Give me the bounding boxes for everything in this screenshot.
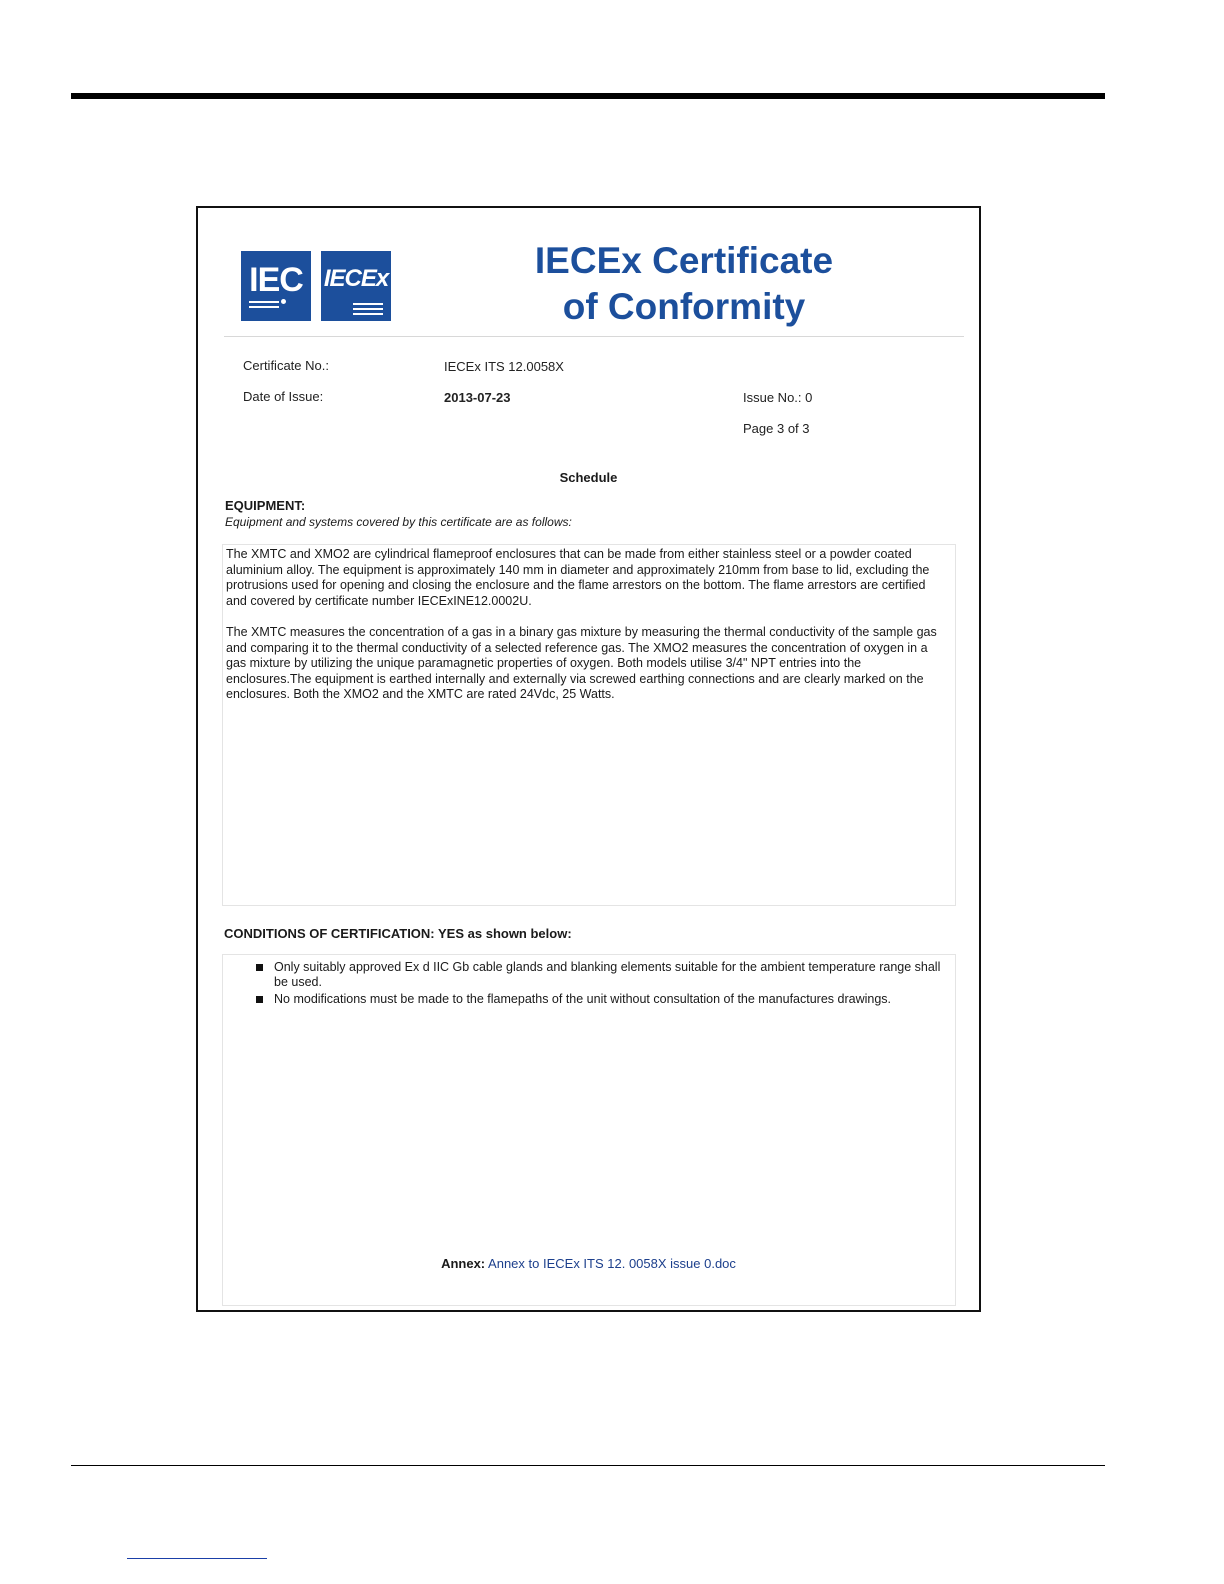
date-value: 2013-07-23: [444, 390, 511, 405]
annex-label: Annex:: [441, 1256, 486, 1271]
equipment-subheading: Equipment and systems covered by this certificate are as follows:: [225, 515, 572, 529]
equipment-paragraph-2: The XMTC measures the concentration of a gas in a binary gas mixture by measuring the thermal conductivity of the sample gas and comparing it to the thermal conductivity of a selected reference gas. The XMO2 measures the concentration of oxygen in a gas mixture by utilizing the unique paramagnetic properties of oxygen. Both models utilise 3/4" NPT entries into the enclosures.The equipment is earthed internally and externally via screwed earthing connections and are clearly marked on the enclosures. Both the XMO2 and the XMTC are rated 24Vdc, 25 Watts.: [226, 625, 937, 701]
certificate-title: IECEx Certificate of Conformity: [534, 240, 834, 327]
iec-logo: IEC: [241, 251, 311, 321]
page-number: Page 3 of 3: [743, 421, 810, 436]
cert-no-value: IECEx ITS 12.0058X: [444, 359, 564, 374]
certificate-page: [196, 206, 981, 1312]
annex-line: [198, 1256, 979, 1271]
issue-no: Issue No.: 0: [743, 390, 813, 405]
date-label: Date of Issue:: [243, 389, 324, 404]
condition-item: No modifications must be made to the flamepaths of the unit without consultation of the manufactures drawings.: [256, 992, 956, 1007]
bullet-icon: [256, 996, 263, 1003]
conditions-list: [256, 960, 956, 1009]
footer-link-underline[interactable]: [127, 1558, 267, 1559]
schedule-heading: Schedule: [559, 470, 618, 485]
top-rule: [71, 93, 1105, 99]
conditions-heading: CONDITIONS OF CERTIFICATION: YES as shown below:: [224, 926, 572, 941]
equipment-paragraph-1: The XMTC and XMO2 are cylindrical flameproof enclosures that can be made from either stainless steel or a powder coated aluminium alloy. The equipment is approximately 140 mm in diameter and approximately 210mm from base to lid, excluding the protrusions used for opening and closing the enclosure and the flame arrestors on the bottom. The flame arrestors are certified and covered by certificate number IECExINE12.0002U.: [226, 547, 930, 608]
cert-no-label: Certificate No.:: [243, 358, 329, 373]
bottom-rule: [71, 1465, 1105, 1466]
annex-link[interactable]: Annex to IECEx ITS 12. 0058X issue 0.doc: [488, 1256, 736, 1271]
certificate-header: [224, 230, 964, 337]
equipment-heading: EQUIPMENT:: [225, 498, 306, 513]
iecex-logo: IECEx: [321, 251, 391, 321]
bullet-icon: [256, 964, 263, 971]
condition-item: Only suitably approved Ex d IIC Gb cable glands and blanking elements suitable for the ambient temperature range shall be used.: [256, 960, 956, 990]
